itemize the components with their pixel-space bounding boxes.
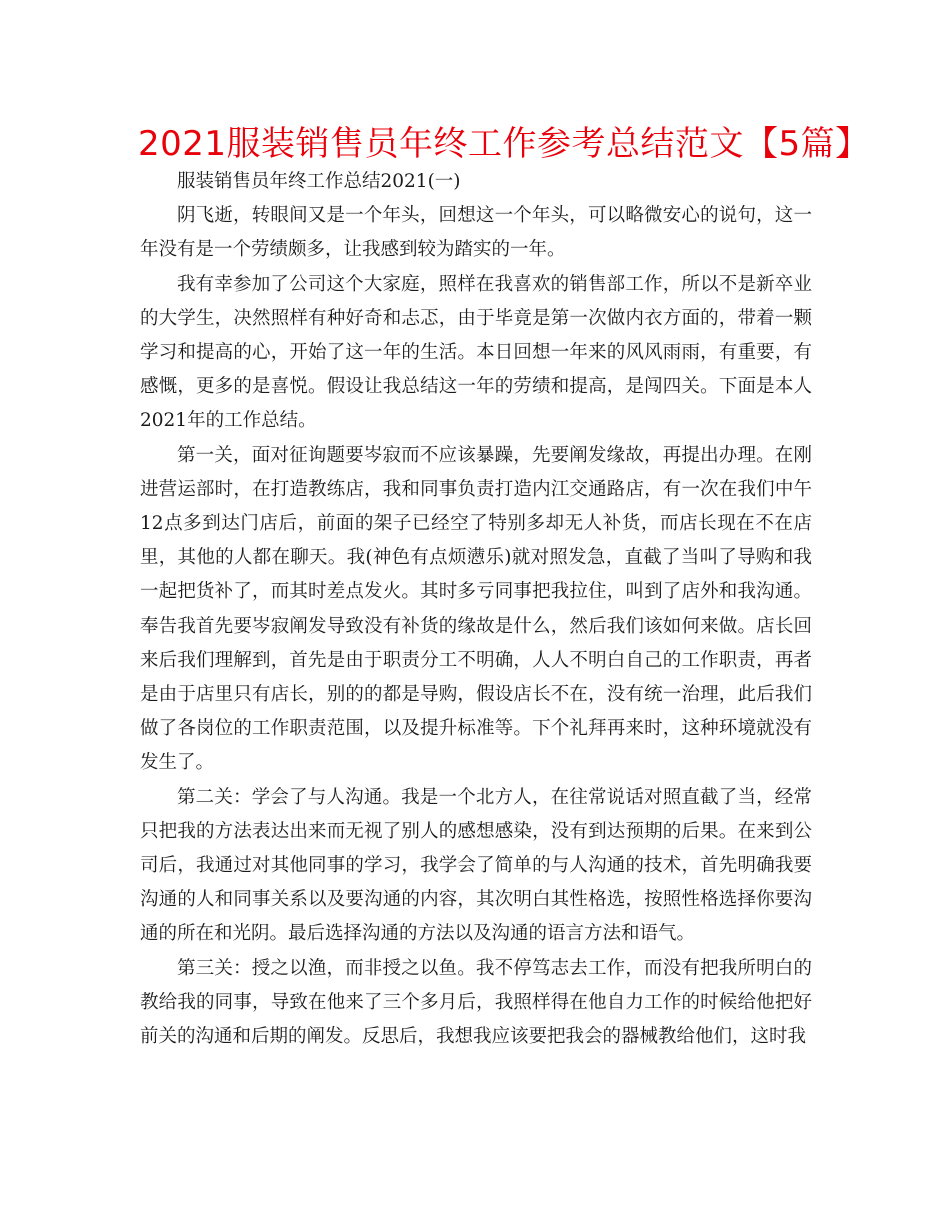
document-title: 2021服装销售员年终工作参考总结范文【5篇】 [138,124,870,164]
paragraph: 第二关：学会了与人沟通。我是一个北方人，在往常说话对照直截了当，经常只把我的方法表达出来而无视了别人的感想感染，没有到达预期的后果。在来到公司后，我通过对其他同事的学习，我学会了简单的与人沟通的技术，首先明确我要沟通的人和同事关系以及要沟通的内容，其次明白其性格选，按照性格选择你要沟通的所在和光阴。最后选择沟通的方法以及沟通的语言方法和语气。 [140,786,812,945]
paragraph: 第一关，面对征询题要岑寂而不应该暴躁，先要阐发缘故，再提出办理。在刚进营运部时，在打造教练店，我和同事负责打造内江交通路店，有一次在我们中午12点多到达门店后，前面的架子已经空了特别多却无人补货，而店长现在不在店里，其他的人都在聊天。我(神色有点烦懑乐)就对照发急，直截了当叫了导购和我一起把货补了，而其时差点发火。其时多亏同事把我拉住，叫到了店外和我沟通。奉告我首先要岑寂阐发导致没有补货的缘故是什么，然后我们该如何来做。店长回来后我们理解到，首先是由于职责分工不明确，人人不明白自己的工作职责，再者是由于店里只有店长，别的的都是导购，假设店长不在，没有统一治理，此后我们做了各岗位的工作职责范围，以及提升标准等。下个礼拜再来时，这种环境就没有发生了。 [140,444,812,774]
paragraph: 我有幸参加了公司这个大家庭，照样在我喜欢的销售部工作，所以不是新卒业的大学生，决然照样有种好奇和忐忑，由于毕竟是第一次做内衣方面的，带着一颗学习和提高的心，开始了这一年的生活。本日回想一年来的风风雨雨，有重要，有感慨，更多的是喜悦。假设让我总结这一年的劳绩和提高，是闯四关。下面是本人2021年的工作总结。 [140,273,812,432]
document-body [140,165,812,1054]
paragraph-subtitle: 服装销售员年终工作总结2021(一) [177,171,461,192]
paragraph: 第三关：授之以渔，而非授之以鱼。我不停笃志去工作，而没有把我所明白的教给我的同事，导致在他来了三个多月后，我照样得在他自力工作的时候给他把好前关的沟通和后期的阐发。反思后，我想我应该要把我会的器械教给他们，这时我 [140,957,812,1048]
paragraph: 阴飞逝，转眼间又是一个年头，回想这一个年头，可以略微安心的说句，这一年没有是一个劳绩颇多，让我感到较为踏实的一年。 [140,205,812,261]
